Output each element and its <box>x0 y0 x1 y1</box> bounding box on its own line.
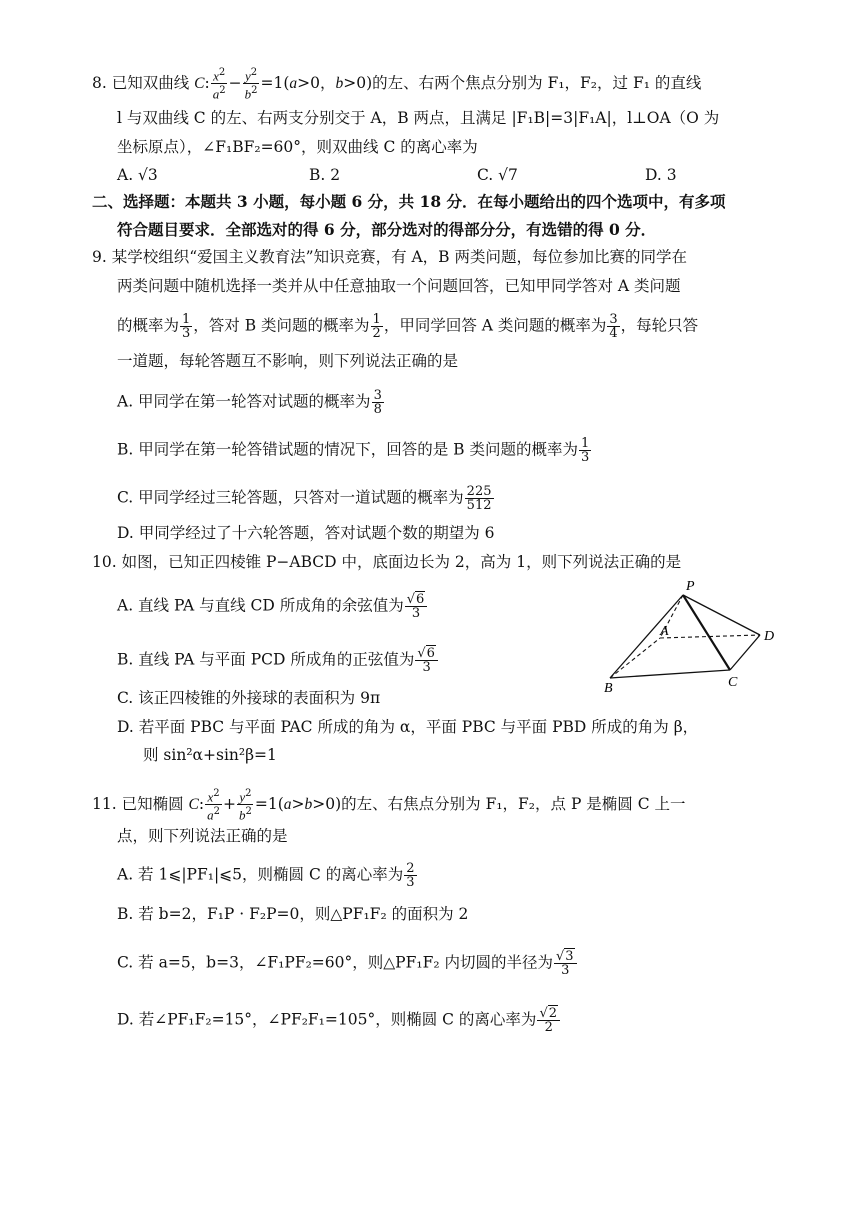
edge-PB <box>610 595 683 678</box>
edge-CD <box>730 635 760 670</box>
q11-stem-line1: 11. 已知椭圆 C: $\frac{x^2}{a^2}$ + $\frac{y^2}{b^2}$ =1(a>b>0)的左、右焦点分别为 F₁，F₂，点 P 是椭圆 C 上一 <box>92 788 686 823</box>
fraction: $\frac{3}{4}$ <box>609 312 618 341</box>
q11-stem-line2: 点，则下列说法正确的是 <box>117 827 288 845</box>
section2-header-line1: 二、选择题：本题共 3 小题，每小题 6 分，共 18 分．在每小题给出的四个选项中，有多项 <box>92 192 726 211</box>
fraction: $\frac{2}{3}$ <box>406 861 415 890</box>
q9-option-a: A. 甲同学在第一轮答对试题的概率为 $\frac{3}{8}$ <box>117 388 382 417</box>
fraction: $\frac{225}{512}$ <box>466 484 492 513</box>
edge-BC <box>610 670 730 678</box>
sqrt-fraction: $\frac{√2}{2}$ <box>537 1007 560 1034</box>
q8-stem-text-post: 的左、右两个焦点分别为 F₁，F₂，过 F₁ 的直线 <box>372 73 702 92</box>
label-B: B <box>604 681 613 696</box>
q8-stem-line3: 坐标原点），∠F₁BF₂=60°，则双曲线 C 的离心率为 <box>117 138 478 156</box>
q11-option-b: B. 若 b=2，F₁P · F₂P=0，则△PF₁F₂ 的面积为 2 <box>117 905 469 923</box>
q10-stem: 10. 如图，已知正四棱锥 P−ABCD 中，底面边长为 2，高为 1，则下列说法正确的是 <box>92 553 682 571</box>
label-D: D <box>764 629 775 644</box>
q10-option-a: A. 直线 PA 与直线 CD 所成角的余弦值为 $\frac{√6}{3}$ <box>117 593 428 620</box>
fraction: $\frac{1}{3}$ <box>581 436 590 465</box>
q9-option-b: B. 甲同学在第一轮答错试题的情况下，回答的是 B 类问题的概率为 $\frac{1}{3}$ <box>117 436 590 465</box>
sqrt-fraction: $\frac{√3}{3}$ <box>554 950 577 977</box>
q9-stem-line3: 的概率为 $\frac{1}{3}$ ，答对 B 类问题的概率为 $\frac{1}{2}$ ，甲同学回答 A 类问题的概率为 $\frac{3}{4}$ ，每轮只答 <box>117 312 699 341</box>
q8-option-d: D. 3 <box>645 166 677 184</box>
q11-stem-text: 11. 已知椭圆 <box>92 794 189 813</box>
fraction: $\frac{3}{8}$ <box>373 388 382 417</box>
ellipse-x-term: $\frac{x^2}{a^2}$ <box>207 788 220 823</box>
q8-option-c: C. √7 <box>477 166 518 184</box>
q10-option-d-line2: 则 sin²α+sin²β=1 <box>143 746 277 764</box>
hyperbola-x-term: $\frac{x^2}{a^2}$ <box>212 67 226 102</box>
edge-PC <box>683 595 730 670</box>
sqrt-fraction: $\frac{√6}{3}$ <box>415 647 438 674</box>
q8-option-a: A. √3 <box>117 166 158 184</box>
ellipse-y-term: $\frac{y^2}{b^2}$ <box>238 788 252 823</box>
pyramid-figure <box>600 578 790 698</box>
label-A: A <box>660 624 669 639</box>
q9-option-d: D. 甲同学经过了十六轮答题，答对试题个数的期望为 6 <box>117 524 495 542</box>
section2-header-line2: 符合题目要求．全部选对的得 6 分，部分选对的得部分分，有选错的得 0 分． <box>117 220 657 239</box>
q9-stem-line1: 9. 某学校组织“爱国主义教育法”知识竞赛，有 A，B 两类问题，每位参加比赛的同学在 <box>92 248 688 266</box>
q11-option-d: D. 若∠PF₁F₂=15°，∠PF₂F₁=105°，则椭圆 C 的离心率为 $\frac{√2}{2}$ <box>117 1007 561 1034</box>
fraction: $\frac{1}{2}$ <box>372 312 381 341</box>
q9-stem-line2: 两类问题中随机选择一类并从中任意抽取一个问题回答，已知甲同学答对 A 类问题 <box>117 277 681 295</box>
q10-option-d-line1: D. 若平面 PBC 与平面 PAC 所成的角为 α，平面 PBC 与平面 PBD 所成的角为 β， <box>117 718 699 736</box>
fraction: $\frac{1}{3}$ <box>182 312 191 341</box>
q8-stem-line1: 8. 已知双曲线 C: $\frac{x^2}{a^2}$ − $\frac{y^2}{b^2}$ =1(a>0，b>0)的左、右两个焦点分别为 F₁，F₂，过 F₁ 的直线 <box>92 67 702 102</box>
q11-stem-text-post: 的左、右焦点分别为 F₁，F₂，点 P 是椭圆 C 上一 <box>341 794 686 813</box>
q10-option-c: C. 该正四棱锥的外接球的表面积为 9π <box>117 689 381 707</box>
q9-option-c: C. 甲同学经过三轮答题，只答对一道试题的概率为 $\frac{225}{512}$ <box>117 484 492 513</box>
q11-option-c: C. 若 a=5，b=3，∠F₁PF₂=60°，则△PF₁F₂ 内切圆的半径为 $\frac{√3}{3}$ <box>117 950 578 977</box>
q8-stem-text: 8. 已知双曲线 <box>92 73 195 92</box>
sqrt-fraction: $\frac{√6}{3}$ <box>405 593 428 620</box>
q8-option-b: B. 2 <box>309 166 341 184</box>
q8-stem-line2: l 与双曲线 C 的左、右两支分别交于 A，B 两点，且满足 |F₁B|=3|F₁A|，l⊥OA（O 为 <box>117 109 720 127</box>
hyperbola-y-term: $\frac{y^2}{b^2}$ <box>244 67 258 102</box>
edge-AB-hidden <box>610 638 660 678</box>
label-C: C <box>728 675 738 690</box>
q11-option-a: A. 若 1⩽|PF₁|⩽5，则椭圆 C 的离心率为 $\frac{2}{3}$ <box>117 861 415 890</box>
q10-option-b: B. 直线 PA 与平面 PCD 所成角的正弦值为 $\frac{√6}{3}$ <box>117 647 439 674</box>
label-P: P <box>686 579 695 594</box>
q9-stem-line4: 一道题，每轮答题互不影响，则下列说法正确的是 <box>117 352 459 370</box>
